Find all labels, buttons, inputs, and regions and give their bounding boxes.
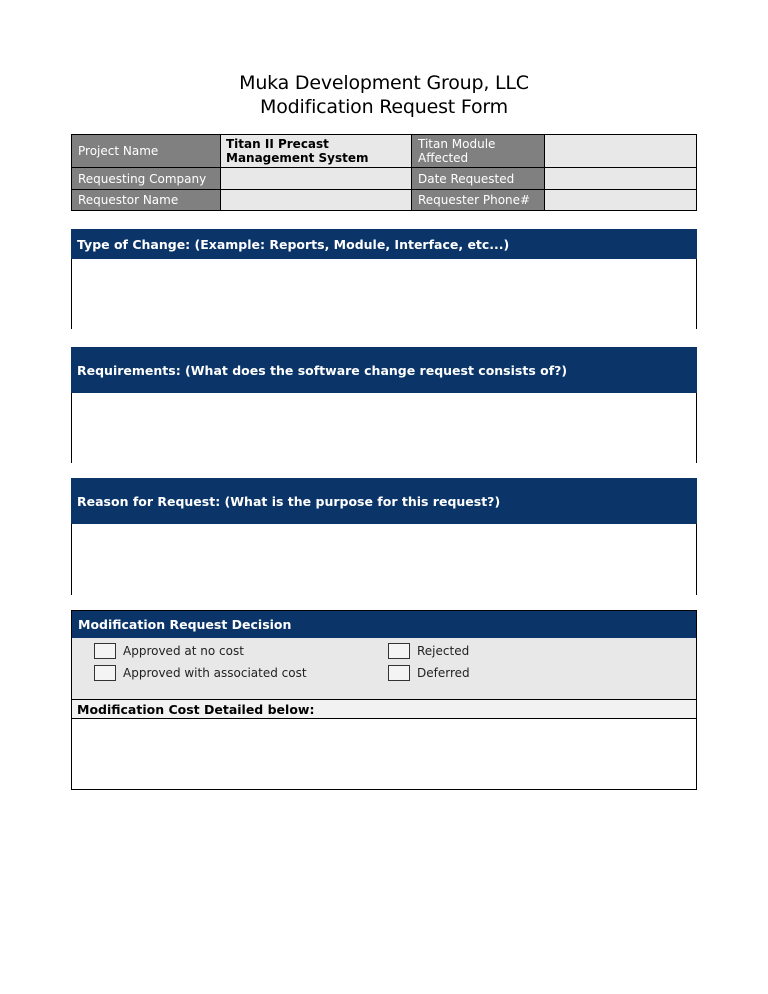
approved-no-cost-checkbox[interactable] [94,643,116,659]
requesting-company-field[interactable] [220,167,411,189]
date-requested-label: Date Requested [411,167,544,189]
requestor-name-label: Requestor Name [72,189,220,210]
requester-phone-label: Requester Phone# [411,189,544,210]
requestor-name-field[interactable] [220,189,411,210]
decision-section [71,610,697,790]
date-requested-field[interactable] [544,167,696,189]
requirements-area[interactable] [71,393,697,463]
type-of-change-area[interactable] [71,259,697,329]
approved-cost-option[interactable] [94,665,307,681]
requesting-company-label: Requesting Company [72,167,220,189]
form-title: Modification Request Form [260,96,508,118]
approved-no-cost-option[interactable] [94,643,244,659]
deferred-option[interactable] [388,665,470,681]
approved-cost-checkbox[interactable] [94,665,116,681]
project-name-field[interactable]: Titan II Precast Management System [220,135,411,167]
modification-cost-label: Modification Cost Detailed below: [72,699,696,719]
requester-phone-field[interactable] [544,189,696,210]
rejected-label: Rejected [417,644,470,658]
project-name-label: Project Name [72,135,220,167]
reason-heading: Reason for Request: (What is the purpose for this request?) [71,478,697,524]
module-affected-label: Titan Module Affected [411,135,544,167]
deferred-label: Deferred [417,666,470,680]
modification-cost-area[interactable] [72,719,696,789]
project-info-table [71,134,697,211]
reason-area[interactable] [71,524,697,595]
requirements-heading: Requirements: (What does the software change request consists of?) [71,347,697,393]
module-affected-field[interactable] [544,135,696,167]
rejected-option[interactable] [388,643,469,659]
rejected-checkbox[interactable] [388,643,410,659]
deferred-checkbox[interactable] [388,665,410,681]
company-name: Muka Development Group, LLC [239,72,529,94]
decision-heading: Modification Request Decision [72,611,696,638]
type-of-change-heading: Type of Change: (Example: Reports, Module, Interface, etc...) [71,229,697,259]
approved-no-cost-label: Approved at no cost [123,644,244,658]
approved-cost-label: Approved with associated cost [123,666,307,680]
decision-options [72,638,696,699]
